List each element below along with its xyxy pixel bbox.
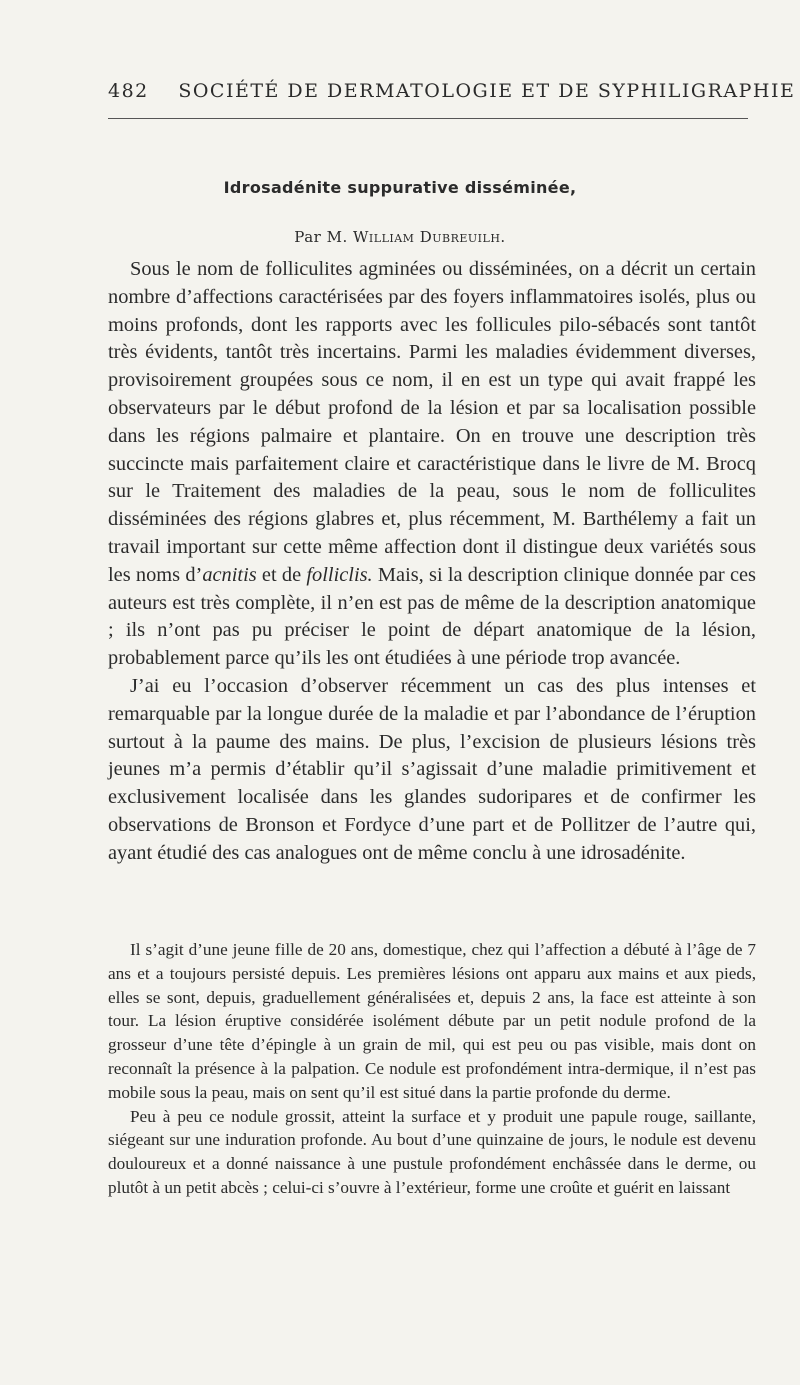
paragraph-text: Mais, si la description clinique donnée par ces auteurs est très complète, il n’en est pas de même de la description anatomique ; ils n’ont pas pu préciser le point de départ anatomique de la lésion, probablement parce qu’ils les ont étudiées à une période trop avancée.: [108, 563, 756, 670]
paragraph: [108, 256, 756, 673]
header-rule: [108, 118, 748, 119]
paragraph-text: Sous le nom de folliculites agminées ou disséminées, on a décrit un certain nombre d’affections caractérisées par des foyers inflammatoires isolés, plus ou moins profonds, dont les rapports avec les follicules pilo-sébacés sont tantôt très évidents, tantôt très incertains. Parmi les maladies évidemment diverses, provisoirement groupées sous ce nom, il en est un type qui avait frappé les observateurs par le début profond de la lésion et par sa localisation possible dans les régions palmaire et plantaire. On en trouve une description très succincte mais parfaitement claire et caractéristique dans le livre de M. Brocq sur le Traitement des maladies de la peau, sous le nom de folliculites disséminées des régions glabres et, plus récemment, M. Barthélemy a fait un travail important sur cette même affection dont il distingue deux variétés sous les noms d’: [108, 258, 756, 586]
page-number: 482: [108, 80, 149, 102]
conjunction: et de: [256, 563, 307, 586]
article-title: Idrosadénite suppurative disséminée,: [223, 178, 577, 197]
article-body: [108, 256, 756, 868]
byline: [0, 228, 800, 246]
paragraph: J’ai eu l’occasion d’observer récemment un cas des plus intenses et remarquable par la longue durée de la maladie et par l’abondance de l’éruption surtout à la paume des mains. De plus, l’excision de plusieurs lésions très jeunes m’a permis d’établir qu’il s’agissait d’une maladie primitivement et exclusivement localisée dans les glandes sudoripares et de confirmer les observations de Bronson et Fordyce d’une part et de Pollitzer de l’autre qui, ayant étudié des cas analogues ont de même conclu à une idrosadénite.: [108, 674, 756, 864]
case-report: [108, 938, 756, 1200]
running-title: SOCIÉTÉ DE DERMATOLOGIE ET DE SYPHILIGRAPHIE: [178, 80, 796, 102]
term-acnitis: acnitis: [202, 563, 257, 586]
running-header: [108, 80, 796, 102]
byline-prefix: Par M.: [294, 228, 348, 246]
term-folliclis: folliclis.: [306, 563, 373, 586]
case-paragraph: Peu à peu ce nodule grossit, atteint la surface et y produit une papule rouge, saillante, siégeant sur une induration profonde. Au bout d’une quinzaine de jours, le nodule est devenu douloureux et a donné naissance à une pustule profondément enchâssée dans le derme, ou plutôt à un petit abcès ; celui-ci s’ouvre à l’extérieur, forme une croûte et guérit en laissant: [108, 1106, 756, 1197]
author-name: William Dubreuilh.: [353, 228, 506, 246]
case-paragraph: Il s’agit d’une jeune fille de 20 ans, domestique, chez qui l’affection a débuté à l’âge de 7 ans et a toujours persisté depuis. Les premières lésions ont apparu aux mains et aux pieds, elles se sont, depuis, graduellement généralisées et, depuis 2 ans, la face est atteinte à son tour. La lésion éruptive considérée isolément débute par un petit nodule profond de la grosseur d’une tête d’épingle à un grain de mil, qui est peu ou pas visible, mais dont on reconnaît la présence à la palpation. Ce nodule est profondément intra-dermique, il n’est pas mobile sous la peau, mais on sent qu’il est situé dans la partie profonde du derme.: [108, 940, 756, 1102]
